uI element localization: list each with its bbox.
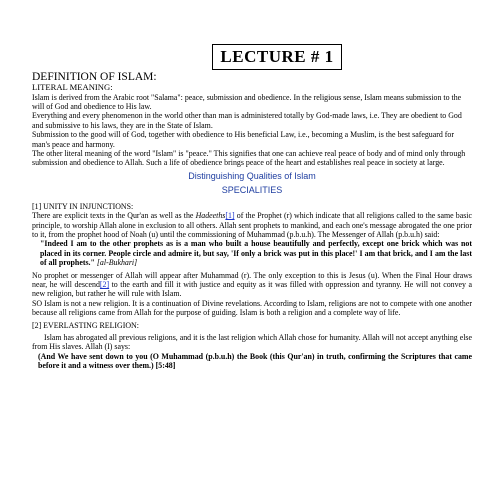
distinguishing-heading: Distinguishing Qualities of Islam <box>188 170 316 181</box>
unity-heading: [1] UNITY IN INJUNCTIONS: <box>32 201 134 211</box>
definition-heading: DEFINITION OF ISLAM: <box>32 71 157 83</box>
quran-quote: (And We have sent down to you (O Muhammad (p.b.u.h) the Book (this Qur'an) in truth, confirming the Scriptures that came before it and a witness over them.) [5:48] <box>38 351 472 371</box>
lecture-content <box>32 71 472 371</box>
paragraph-submission: Submission to the good will of God, together with obedience to His beneficial Law, i.e., becoming a Muslim, is the best safeguard for man's peace and harmony. <box>32 130 454 149</box>
hadith-quote: "Indeed I am to the other prophets as is a man who built a house beautifully and perfectly, except one brick which was not placed in its corner. People circle and admire it, but say, 'If only a brick was put in this place!' I am that brick, and I am the last of all prophets." [al-Bukhari] <box>40 239 472 268</box>
paragraph-salama: Islam is derived from the Arabic root "Salama": peace, submission and obedience. In the religious sense, Islam means submission to the will of God and obedience to His law. <box>32 92 462 111</box>
paragraph-peace-meaning: The other literal meaning of the word "Islam" is "peace." This signifies that one can achieve real peace of body and of mind only through submission and obedience to Allah. Such a life of obedience brings peace of the heart and establishes real peace in society at large. <box>32 148 466 168</box>
paragraph-continuation: SO Islam is not a new religion. It is a continuation of Divine revelations. According to Islam, religions are not to compete with one another because all religions came from Allah for the purpose of guiding. Islam is both a religion and a complete way of life. <box>32 298 472 318</box>
paragraph-everlasting: Islam has abrogated all previous religions, and it is the last religion which Allah chose for humanity. Allah will not accept anything else from His slaves. Allah (I) says: <box>32 333 472 352</box>
paragraph-unity: There are explicit texts in the Qur'an as well as the Hadeeths[1] of the Prophet (r) which indicate that all religions called to the same basic principle, to worship Allah alone in exclusion to all others. Allah sent prophets to mankind, and each one's message abrogated the one prior to it, from the prophet hood of Noah (u) until the commissioning of Muhammad (p.b.u.h). The Messenger of Allah (p.b.u.h) said: <box>32 211 473 239</box>
specialities-heading: SPECIALITIES <box>221 184 283 195</box>
literal-meaning-heading: LITERAL MEANING: <box>32 82 113 92</box>
footnote-link-2[interactable]: [2] <box>99 280 110 289</box>
paragraph-no-prophet: No prophet or messenger of Allah will appear after Muhammad (r). The only exception to this is Jesus (u). When the Final Hour draws near, he will descend[2] to the earth and fill it with justice and equity as it was filled with oppression and tyranny. He will not convey a new religion, but rather he will rule with Islam. <box>32 270 472 299</box>
everlasting-heading: [2] EVERLASTING RELIGION: <box>32 320 139 330</box>
hadeeths-term: Hadeeths <box>195 211 226 221</box>
footnote-link-1[interactable]: [1] <box>225 211 235 221</box>
quote-source: [al-Bukhari] <box>96 258 138 268</box>
lecture-title: LECTURE # 1 <box>212 44 342 70</box>
paragraph-god-made-laws: Everything and every phenomenon in the world other than man is administered totally by God-made laws, i.e. They are obedient to God and submissive to his laws, they are in the State of Islam. <box>32 111 462 130</box>
